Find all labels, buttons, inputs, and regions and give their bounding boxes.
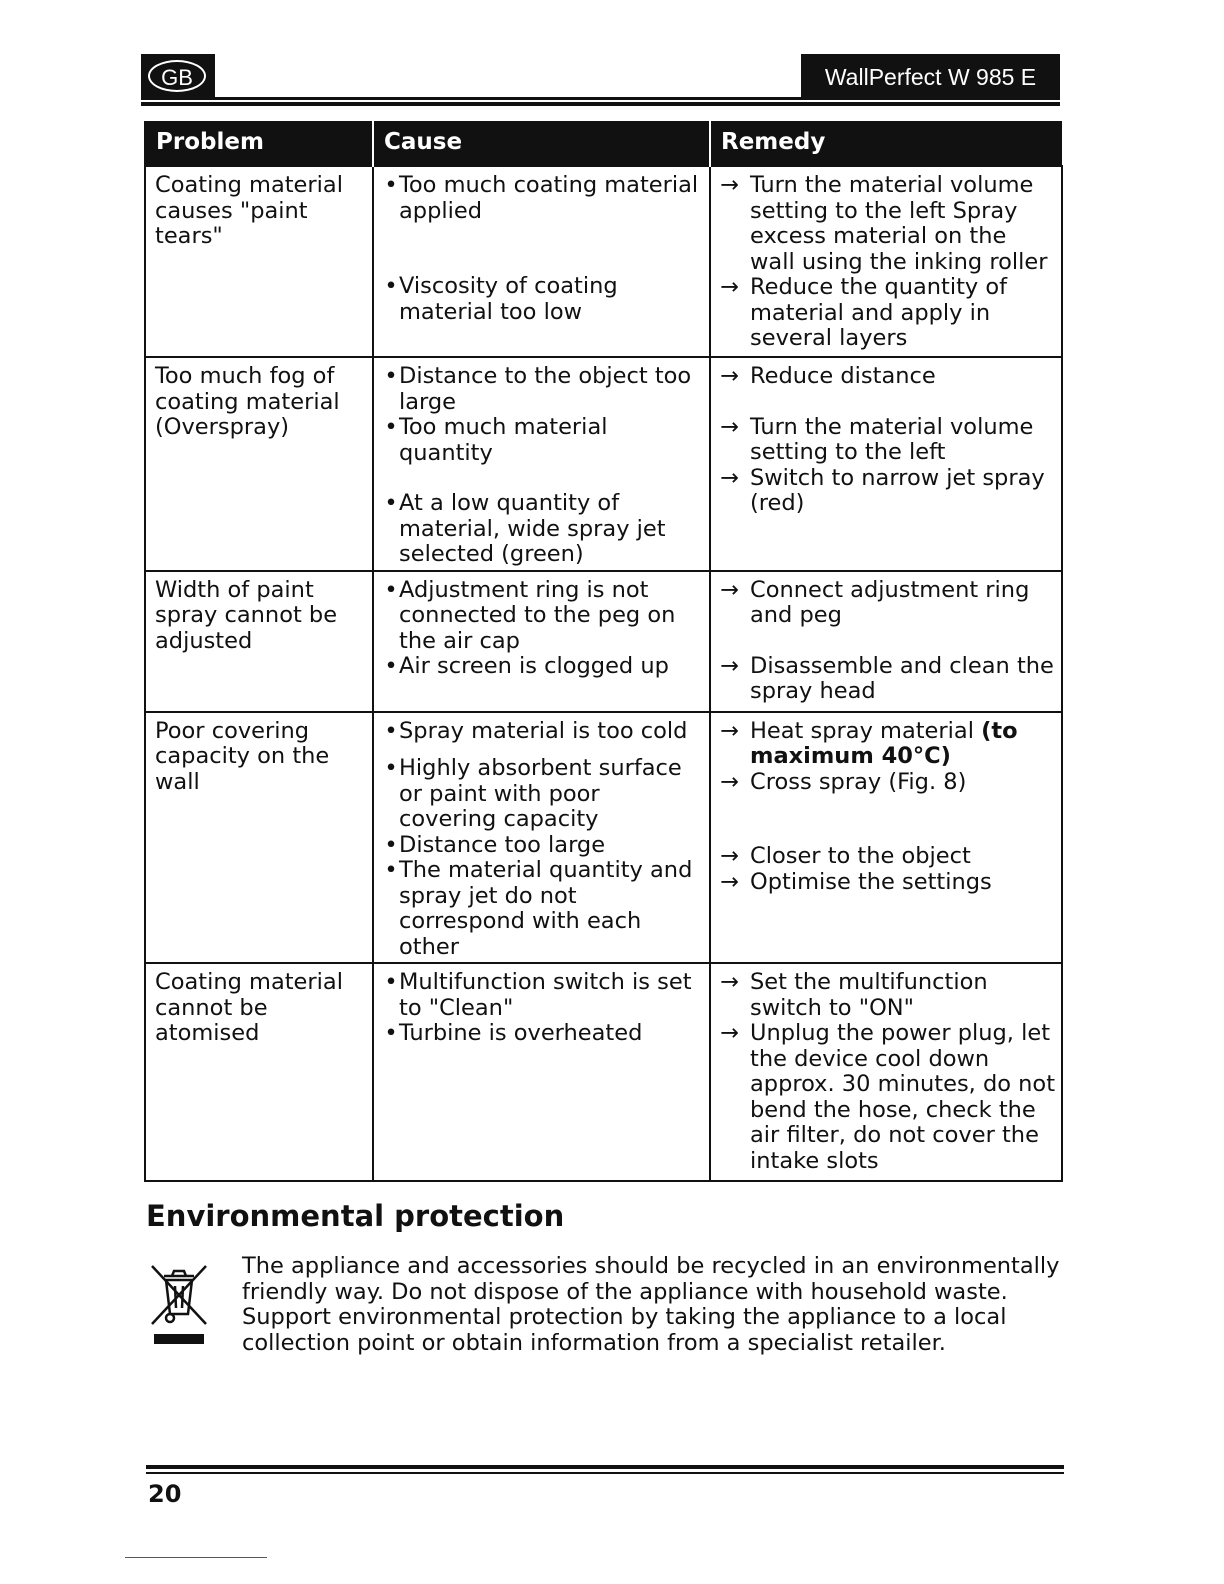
arrow-right-icon: → <box>720 363 739 389</box>
language-badge <box>141 54 215 100</box>
table-row <box>145 712 1062 964</box>
problem-text: Coating material cannot be atomised <box>155 969 343 1046</box>
cause-text: Too much coating material applied <box>399 172 699 224</box>
header-rule <box>215 97 801 100</box>
footer-rule-thin <box>146 1472 1064 1474</box>
cause-text: Highly absorbent surface or paint with poor covering capacity <box>399 755 682 832</box>
remedy-text: Closer to the object <box>750 843 971 869</box>
cause-item: • Highly absorbent surface or paint with poor covering capacity <box>383 756 703 833</box>
remedy-emphasis: (to maximum 40°C) <box>750 717 1018 769</box>
arrow-right-icon: → <box>720 413 739 440</box>
arrow-right-icon: → <box>720 464 739 491</box>
remedy-text: Unplug the power plug, let the device cool down approx. 30 minutes, do not bend the hose, check the air filter, do not cover the intake slots <box>750 1020 1056 1174</box>
cause-item: • Too much coating material applied <box>383 173 703 224</box>
remedy-text: Set the multifunction switch to "ON" <box>750 969 988 1021</box>
remedy-cell <box>710 712 1062 964</box>
cause-text: Air screen is clogged up <box>399 653 669 679</box>
cause-cell <box>373 357 710 571</box>
cause-text: Viscosity of coating material too low <box>399 273 618 325</box>
remedy-cell <box>710 357 1062 571</box>
environment-paragraph: The appliance and accessories should be recycled in an environmentally friendly way. Do not dispose of the appliance with household waste. Support environmental protection by taking the appliance to a local collection point or obtain information from a specialist retailer. <box>242 1253 1060 1356</box>
arrow-right-icon: → <box>720 274 739 300</box>
cause-item: • Adjustment ring is not connected to the peg on the air cap <box>383 578 703 655</box>
cause-cell <box>373 571 710 712</box>
problem-cell <box>145 571 373 712</box>
remedy-text: Switch to narrow jet spray (red) <box>750 464 1045 516</box>
remedy-item <box>720 364 1055 390</box>
arrow-right-icon: → <box>720 969 739 995</box>
cause-cell <box>373 166 710 357</box>
cause-text: Distance to the object too large <box>399 363 692 415</box>
table-row <box>145 963 1062 1181</box>
remedy-text: Reduce the quantity of material and apply in several layers <box>750 274 1008 351</box>
section-heading: Environmental protection <box>146 1199 565 1233</box>
remedy-cell <box>710 963 1062 1181</box>
cause-item: • At a low quantity of material, wide spray jet selected (green) <box>383 491 703 568</box>
troubleshooting-table <box>144 121 1063 1182</box>
arrow-right-icon: → <box>720 652 739 679</box>
problem-cell <box>145 357 373 571</box>
cause-item: • Distance to the object too large <box>383 364 703 415</box>
cause-cell <box>373 712 710 964</box>
language-code: GB <box>148 60 206 92</box>
remedy-item <box>720 770 1055 796</box>
cause-item: • Distance too large <box>384 831 606 858</box>
problem-cell <box>145 166 373 357</box>
remedy-item <box>720 1021 1055 1174</box>
arrow-right-icon: → <box>720 868 739 895</box>
table-row <box>145 166 1062 357</box>
remedy-cell <box>710 571 1062 712</box>
remedy-item <box>720 466 1055 517</box>
problem-text: Poor covering capacity on the wall <box>155 717 330 795</box>
cause-text: Spray material is too cold <box>399 717 688 744</box>
cause-item: • Air screen is clogged up <box>384 653 669 679</box>
remedy-text: Optimise the settings <box>750 868 992 895</box>
problem-text: Too much fog of coating material (Overspray) <box>155 363 340 440</box>
remedy-item <box>720 415 1055 466</box>
remedy-item <box>720 173 1055 275</box>
remedy-cell <box>710 166 1062 357</box>
cause-text: At a low quantity of material, wide spray jet selected (green) <box>399 490 666 567</box>
remedy-text: Disassemble and clean the spray head <box>750 652 1054 704</box>
remedy-text: Cross spray (Fig. 8) <box>750 768 967 795</box>
arrow-right-icon: → <box>720 717 739 744</box>
column-header-remedy: Remedy <box>710 121 1062 166</box>
footer-rule <box>146 1465 1064 1469</box>
problem-text: Coating material causes "paint tears" <box>155 172 343 249</box>
header-rule-thick <box>141 102 1060 106</box>
table-header-row <box>145 121 1062 166</box>
table-row <box>145 357 1062 571</box>
cause-item: • The material quantity and spray jet do not correspond with each other <box>383 858 703 960</box>
cause-text: Multifunction switch is set to "Clean" <box>399 969 692 1021</box>
remedy-item <box>720 275 1055 352</box>
cause-text: Adjustment ring is not connected to the peg on the air cap <box>399 576 676 654</box>
remedy-item <box>720 970 1055 1021</box>
crossed-out-wheelie-bin-icon <box>150 1262 208 1348</box>
cause-text: Turbine is overheated <box>399 1020 643 1046</box>
remedy-item <box>720 578 1055 629</box>
scan-artifact-line <box>125 1557 267 1558</box>
arrow-right-icon: → <box>720 1020 739 1046</box>
problem-cell <box>145 712 373 964</box>
cause-text: Too much material quantity <box>399 414 608 466</box>
problem-cell <box>145 963 373 1181</box>
table-row <box>145 571 1062 712</box>
remedy-text: Turn the material volume setting to the left Spray excess material on the wall using the inking roller <box>750 172 1048 275</box>
arrow-right-icon: → <box>720 843 739 869</box>
arrow-right-icon: → <box>720 172 739 198</box>
arrow-right-icon: → <box>720 576 739 603</box>
remedy-text: Turn the material volume setting to the left <box>750 413 1034 465</box>
arrow-right-icon: → <box>720 768 739 795</box>
cause-item: • Viscosity of coating material too low <box>383 274 703 325</box>
remedy-item <box>720 654 1055 705</box>
remedy-text: Heat spray material <box>750 717 974 744</box>
cause-text: The material quantity and spray jet do not correspond with each other <box>399 857 693 960</box>
cause-item: • Spray material is too cold <box>384 717 688 744</box>
remedy-text: Reduce distance <box>750 363 936 389</box>
model-title: WallPerfect W 985 E <box>801 54 1060 100</box>
problem-text: Width of paint spray cannot be adjusted <box>155 576 338 654</box>
remedy-item <box>720 844 1055 870</box>
cause-item: • Multifunction switch is set to "Clean" <box>383 970 703 1021</box>
cause-item: • Too much material quantity <box>383 415 703 466</box>
remedy-item <box>720 870 1055 896</box>
column-header-cause: Cause <box>373 121 710 166</box>
column-header-problem: Problem <box>145 121 373 166</box>
remedy-text: Connect adjustment ring and peg <box>750 576 1030 628</box>
page-number: 20 <box>148 1480 182 1508</box>
cause-text: Distance too large <box>399 831 606 858</box>
cause-cell <box>373 963 710 1181</box>
cause-item: • Turbine is overheated <box>384 1020 643 1046</box>
remedy-item <box>720 719 1055 770</box>
